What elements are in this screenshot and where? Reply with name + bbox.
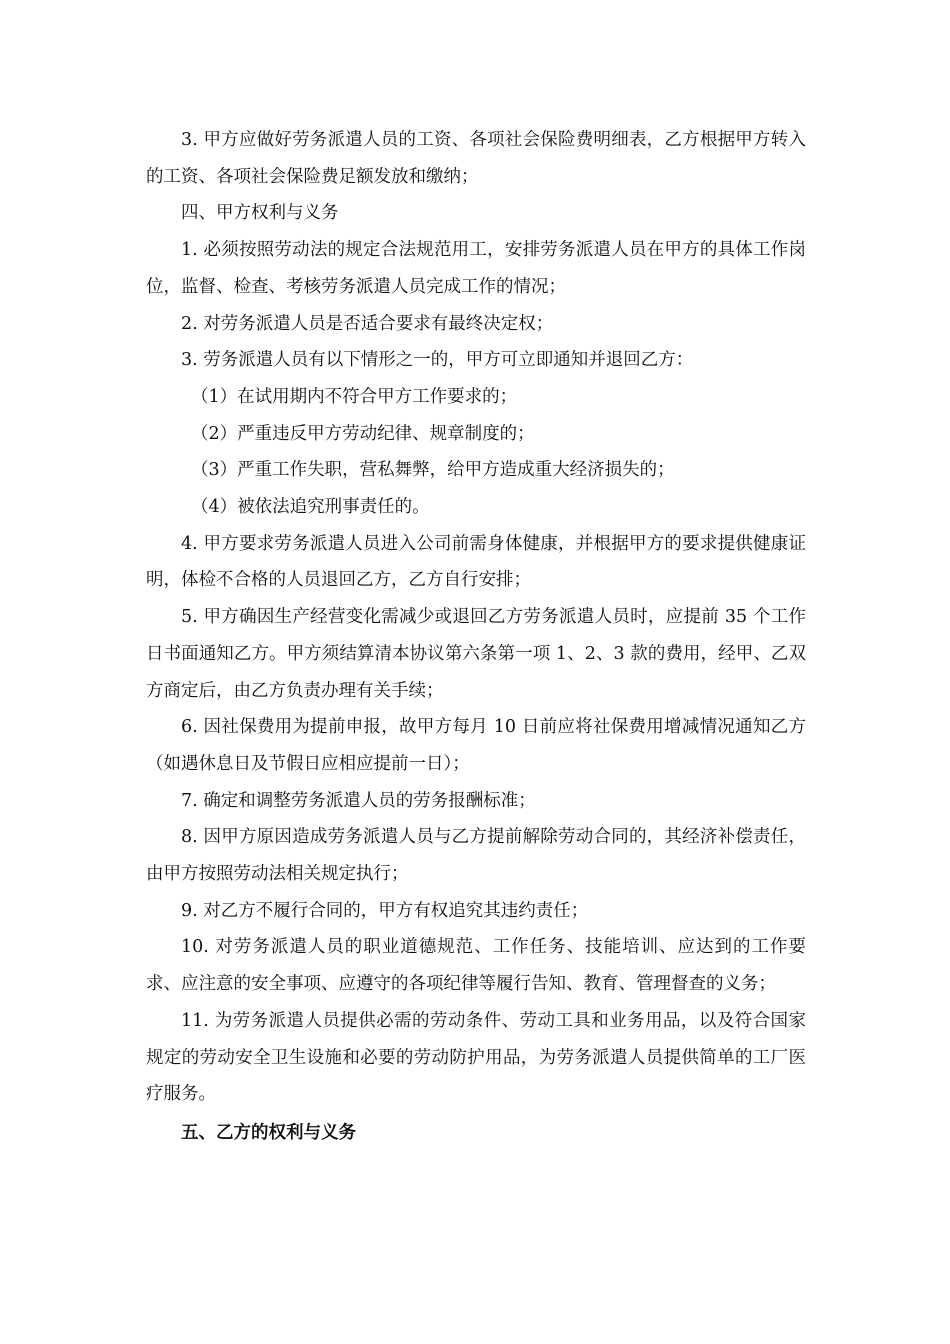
clause-1-legal-employment: 1. 必须按照劳动法的规定合法规范用工，安排劳务派遣人员在甲方的具体工作岗位，监督、检查、考核劳务派遣人员完成工作的情况；	[146, 240, 806, 297]
clause-2-final-decision: 2. 对劳务派遣人员是否适合要求有最终决定权；	[181, 313, 554, 334]
clause-7-remuneration: 7. 确定和调整劳务派遣人员的劳务报酬标准；	[181, 790, 536, 811]
clause-4-health-certificate: 4. 甲方要求劳务派遣人员进入公司前需身体健康，并根据甲方的要求提供健康证明，体检不合格的人员退回乙方，乙方自行安排；	[146, 533, 806, 591]
sub-item-4: （4）被依法追究刑事责任的。	[191, 497, 430, 518]
sub-item-3: （3）严重工作失职，营私舞弊，给甲方造成重大经济损失的；	[191, 460, 675, 481]
clause-6-social-insurance: 6. 因社保费用为提前申报，故甲方每月 10 日前应将社保费用增减情况通知乙方（如遇休息日及节假日应相应提前一日）；	[146, 717, 806, 774]
clause-9-breach: 9. 对乙方不履行合同的，甲方有权追究其违约责任；	[181, 900, 589, 921]
section-5-heading: 五、乙方的权利与义务	[181, 1122, 356, 1143]
section-4-heading: 四、甲方权利与义务	[181, 203, 339, 224]
clause-3-return-conditions: 3. 劳务派遣人员有以下情形之一的，甲方可立即通知并退回乙方：	[181, 350, 694, 371]
sub-item-1: （1）在试用期内不符合甲方工作要求的；	[191, 386, 518, 407]
clause-10-obligations: 10. 对劳务派遣人员的职业道德规范、工作任务、技能培训、应达到的工作要求、应注意的安全事项、应遵守的各项纪律等履行告知、教育、管理督查的义务；	[146, 937, 806, 995]
clause-5-notice-period: 5. 甲方确因生产经营变化需减少或退回乙方劳务派遣人员时，应提前 35 个工作日书面通知乙方。甲方须结算清本协议第六条第一项 1、2、3 款的费用，经甲、乙双方商定后，由乙方负责办理有关手续；	[146, 607, 806, 701]
clause-8-compensation: 8. 因甲方原因造成劳务派遣人员与乙方提前解除劳动合同的，其经济补偿责任，由甲方按照劳动法相关规定执行；	[146, 827, 806, 885]
clause-11-conditions: 11. 为劳务派遣人员提供必需的劳动条件、劳动工具和业务用品，以及符合国家规定的劳动安全卫生设施和必要的劳动防护用品，为劳务派遣人员提供简单的工厂医疗服务。	[146, 1010, 806, 1105]
clause-3-salary-statement: 3. 甲方应做好劳务派遣人员的工资、各项社会保险费明细表，乙方根据甲方转入的工资、各项社会保险费足额发放和缴纳；	[146, 130, 806, 187]
sub-item-2: （2）严重违反甲方劳动纪律、规章制度的；	[191, 423, 535, 444]
document-page	[146, 122, 806, 1152]
